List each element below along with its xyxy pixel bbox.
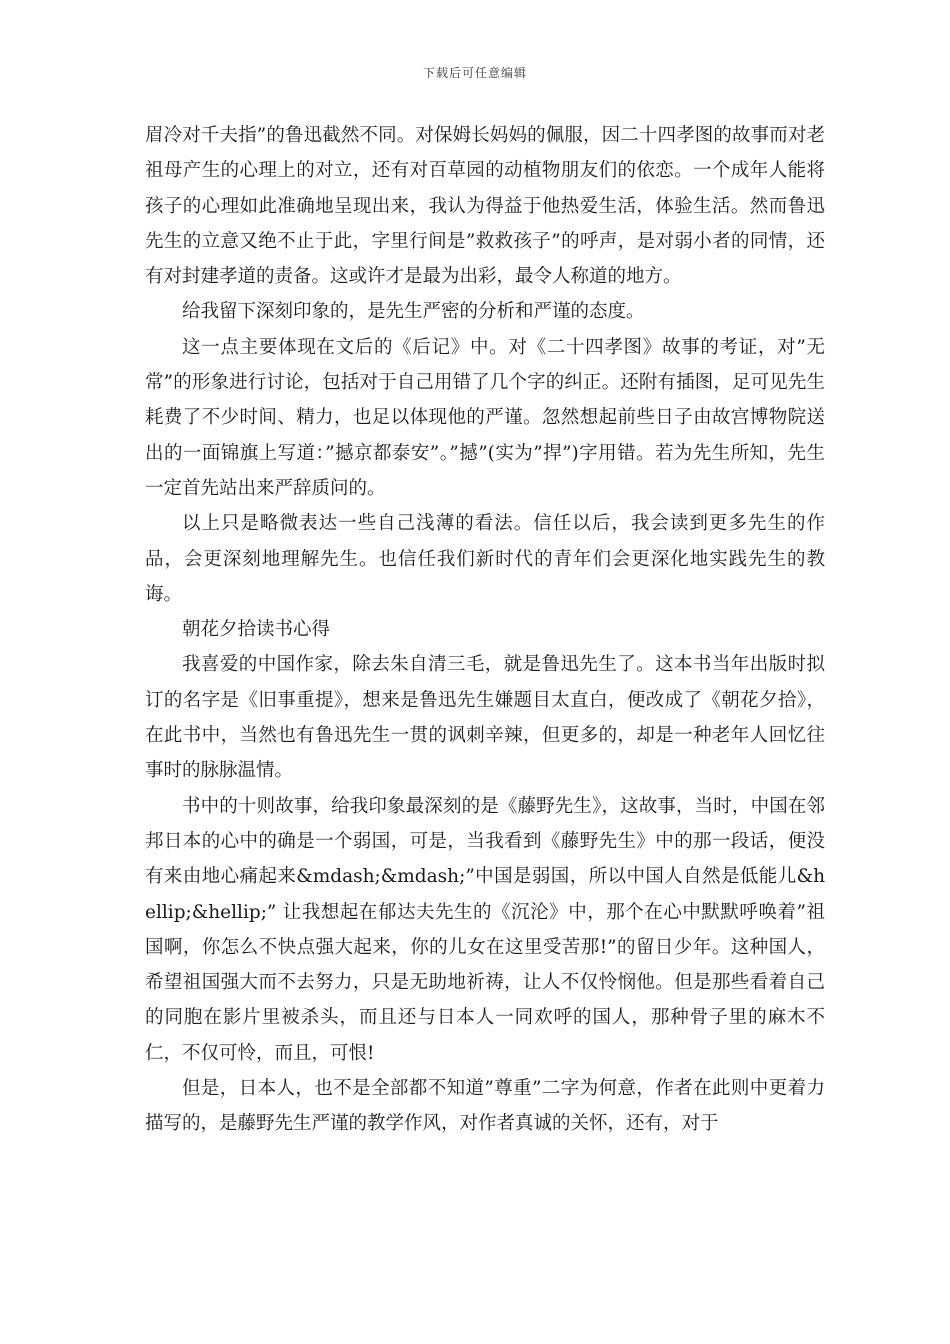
paragraph: 以上只是略微表达一些自己浅薄的看法。信任以后，我会读到更多先生的作品，会更深刻地理解先生。也信任我们新时代的青年们会更深化地实践先生的教诲。 bbox=[145, 513, 825, 605]
header-note: 下载后可任意编辑 bbox=[422, 66, 527, 80]
section-heading: 朝花夕拾读书心得 bbox=[182, 619, 331, 641]
paragraph: 但是，日本人，也不是全部都不知道”尊重”二字为何意，作者在此则中更着力描写的，是藤野先生严谨的教学作风，对作者真诚的关怀，还有，对于 bbox=[145, 1078, 825, 1135]
paragraph: 这一点主要体现在文后的《后记》中。对《二十四孝图》故事的考证，对”无常”的形象进行讨论，包括对于自己用错了几个字的纠正。还附有插图，足可见先生耗费了不少时间、精力，也足以体现他的严谨。忽然想起前些日子由故宫博物院送出的一面锦旗上写道：”撼京都泰安”。”撼”(实为”捍”)字用错。若为先生所知，先生一定首先站出来严辞质问的。 bbox=[145, 336, 825, 499]
paragraph: 给我留下深刻印象的，是先生严密的分析和严谨的态度。 bbox=[182, 301, 645, 323]
paragraph: 书中的十则故事，给我印象最深刻的是《藤野先生》，这故事，当时，中国在邻邦日本的心中的确是一个弱国，可是，当我看到《藤野先生》中的那一段话，便没有来由地心痛起来&mdash;&mdash;”中国是弱国，所以中国人自然是低能儿&hellip;&hellip;” 让我想起在郁达夫先生的《沉沦》中，那个在心中默默呼唤着”祖国啊，你怎么不快点强大起来，你的儿女在这里受苦那!”的留日少年。这种国人，希望祖国强大而不去努力，只是无助地祈祷，让人不仅怜悯他。但是那些看着自己的同胞在影片里被杀头，而且还与日本人一同欢呼的国人，那种骨子里的麻木不仁，不仅可怜，而且，可恨! bbox=[145, 795, 825, 1064]
document-body bbox=[145, 118, 825, 1142]
paragraph: 我喜爱的中国作家，除去朱自清三毛，就是鲁迅先生了。这本书当年出版时拟订的名字是《旧事重提》，想来是鲁迅先生嫌题目太直白，便改成了《朝花夕拾》，在此书中，当然也有鲁迅先生一贯的讽刺辛辣，但更多的，却是一种老年人回忆往事时的脉脉温情。 bbox=[145, 654, 825, 782]
paragraph: 眉冷对千夫指”的鲁迅截然不同。对保姆长妈妈的佩服，因二十四孝图的故事而对老祖母产生的心理上的对立，还有对百草园的动植物朋友们的依恋。一个成年人能将孩子的心理如此准确地呈现出来，我认为得益于他热爱生活，体验生活。然而鲁迅先生的立意又绝不止于此，字里行间是”救救孩子”的呼声，是对弱小者的同情，还有对封建孝道的责备。这或许才是最为出彩，最令人称道的地方。 bbox=[145, 125, 825, 288]
